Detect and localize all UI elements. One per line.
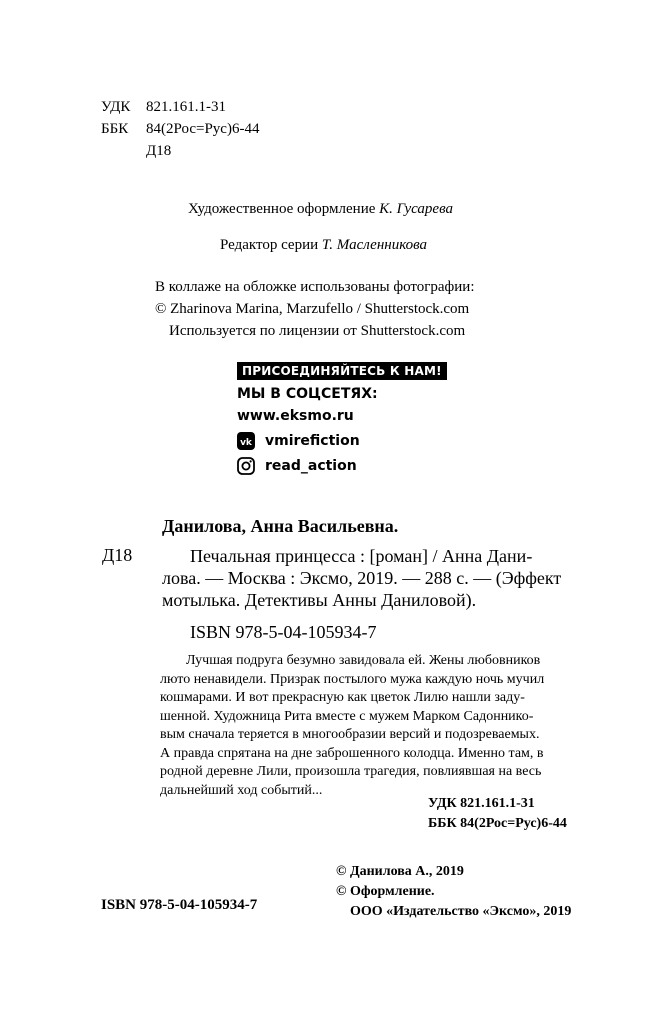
annotation-line: кошмарами. И вот прекрасную как цветок Лилю нашли заду- xyxy=(160,690,525,705)
classification-codes xyxy=(101,96,259,162)
social-block xyxy=(237,360,447,476)
design-credit-prefix: Художественное оформление xyxy=(188,201,376,217)
annotation-line: А правда спрятана на дне заброшенного колодца. Именно там, в xyxy=(160,745,544,761)
bbk-label: ББК xyxy=(101,121,129,137)
bib-author: Данилова, Анна Васильевна. xyxy=(162,516,399,536)
bib-line: мотылька. Детективы Анны Даниловой). xyxy=(162,590,477,610)
annotation-line: дальнейший ход событий... xyxy=(160,782,323,798)
isbn-bottom: ISBN 978-5-04-105934-7 xyxy=(101,897,258,913)
photo-credit-line: © Zharinova Marina, Marzufello / Shutterstock.com xyxy=(155,301,470,317)
udk-value: 821.161.1-31 xyxy=(146,99,226,115)
instagram-link[interactable] xyxy=(237,456,447,476)
classification-bottom xyxy=(428,794,567,834)
bib-line: Печальная принцесса : [роман] / Анна Дани- xyxy=(190,546,533,566)
bib-line: лова. — Москва : Эксмо, 2019. — 288 с. — (Эффект xyxy=(162,568,562,588)
editor-credit-prefix: Редактор серии xyxy=(220,237,319,253)
photo-credit-line: В коллаже на обложке использованы фотографии: xyxy=(155,279,475,295)
annotation-line: вым сначала теряется в многообразии версий и подозреваемых. xyxy=(160,727,540,742)
editor-credit xyxy=(220,237,427,254)
design-credit-name: К. Гусарева xyxy=(379,201,453,217)
copyright-block xyxy=(336,862,571,922)
annotation-line: люто ненавидели. Призрак постылого мужа каждую ночь мучил xyxy=(160,671,545,687)
photo-credit-line: Используется по лицензии от Shutterstock.com xyxy=(169,323,466,339)
annotation-line: Лучшая подруга безумно завидовала ей. Жены любовников xyxy=(186,653,541,668)
udk-bottom: УДК 821.161.1-31 xyxy=(428,796,535,811)
copyright-publisher: ООО «Издательство «Эксмо», 2019 xyxy=(350,904,572,919)
design-credit xyxy=(188,201,453,218)
copyright-author: © Данилова А., 2019 xyxy=(336,864,464,879)
bbk-value: 84(2Рос=Рус)6-44 xyxy=(146,121,260,137)
bib-description xyxy=(162,545,590,611)
vk-icon xyxy=(237,432,255,450)
instagram-handle: read_action xyxy=(265,458,357,474)
website-link[interactable]: www.eksmo.ru xyxy=(237,408,354,424)
annotation xyxy=(160,652,590,800)
svg-text:vk: vk xyxy=(240,438,252,448)
bbk-bottom: ББК 84(2Рос=Рус)6-44 xyxy=(428,816,567,831)
vk-link[interactable] xyxy=(237,431,447,451)
social-heading: МЫ В СОЦСЕТЯХ: xyxy=(237,386,378,402)
vk-handle: vmirefiction xyxy=(265,433,360,449)
annotation-line: родной деревне Лили, произошла трагедия, повлиявшая на весь xyxy=(160,764,542,779)
photo-credits xyxy=(155,276,474,342)
udk-label: УДК xyxy=(101,99,131,115)
instagram-icon xyxy=(237,457,255,475)
join-us-banner: ПРИСОЕДИНЯЙТЕСЬ К НАМ! xyxy=(237,362,447,380)
bib-code: Д18 xyxy=(102,545,133,565)
editor-credit-name: Т. Масленникова xyxy=(321,237,428,253)
bib-isbn: ISBN 978-5-04-105934-7 xyxy=(190,622,377,642)
annotation-line: шенной. Художница Рита вместе с мужем Марком Садоннико- xyxy=(160,708,534,724)
author-sign: Д18 xyxy=(146,143,172,159)
copyright-design: © Оформление. xyxy=(336,884,435,899)
